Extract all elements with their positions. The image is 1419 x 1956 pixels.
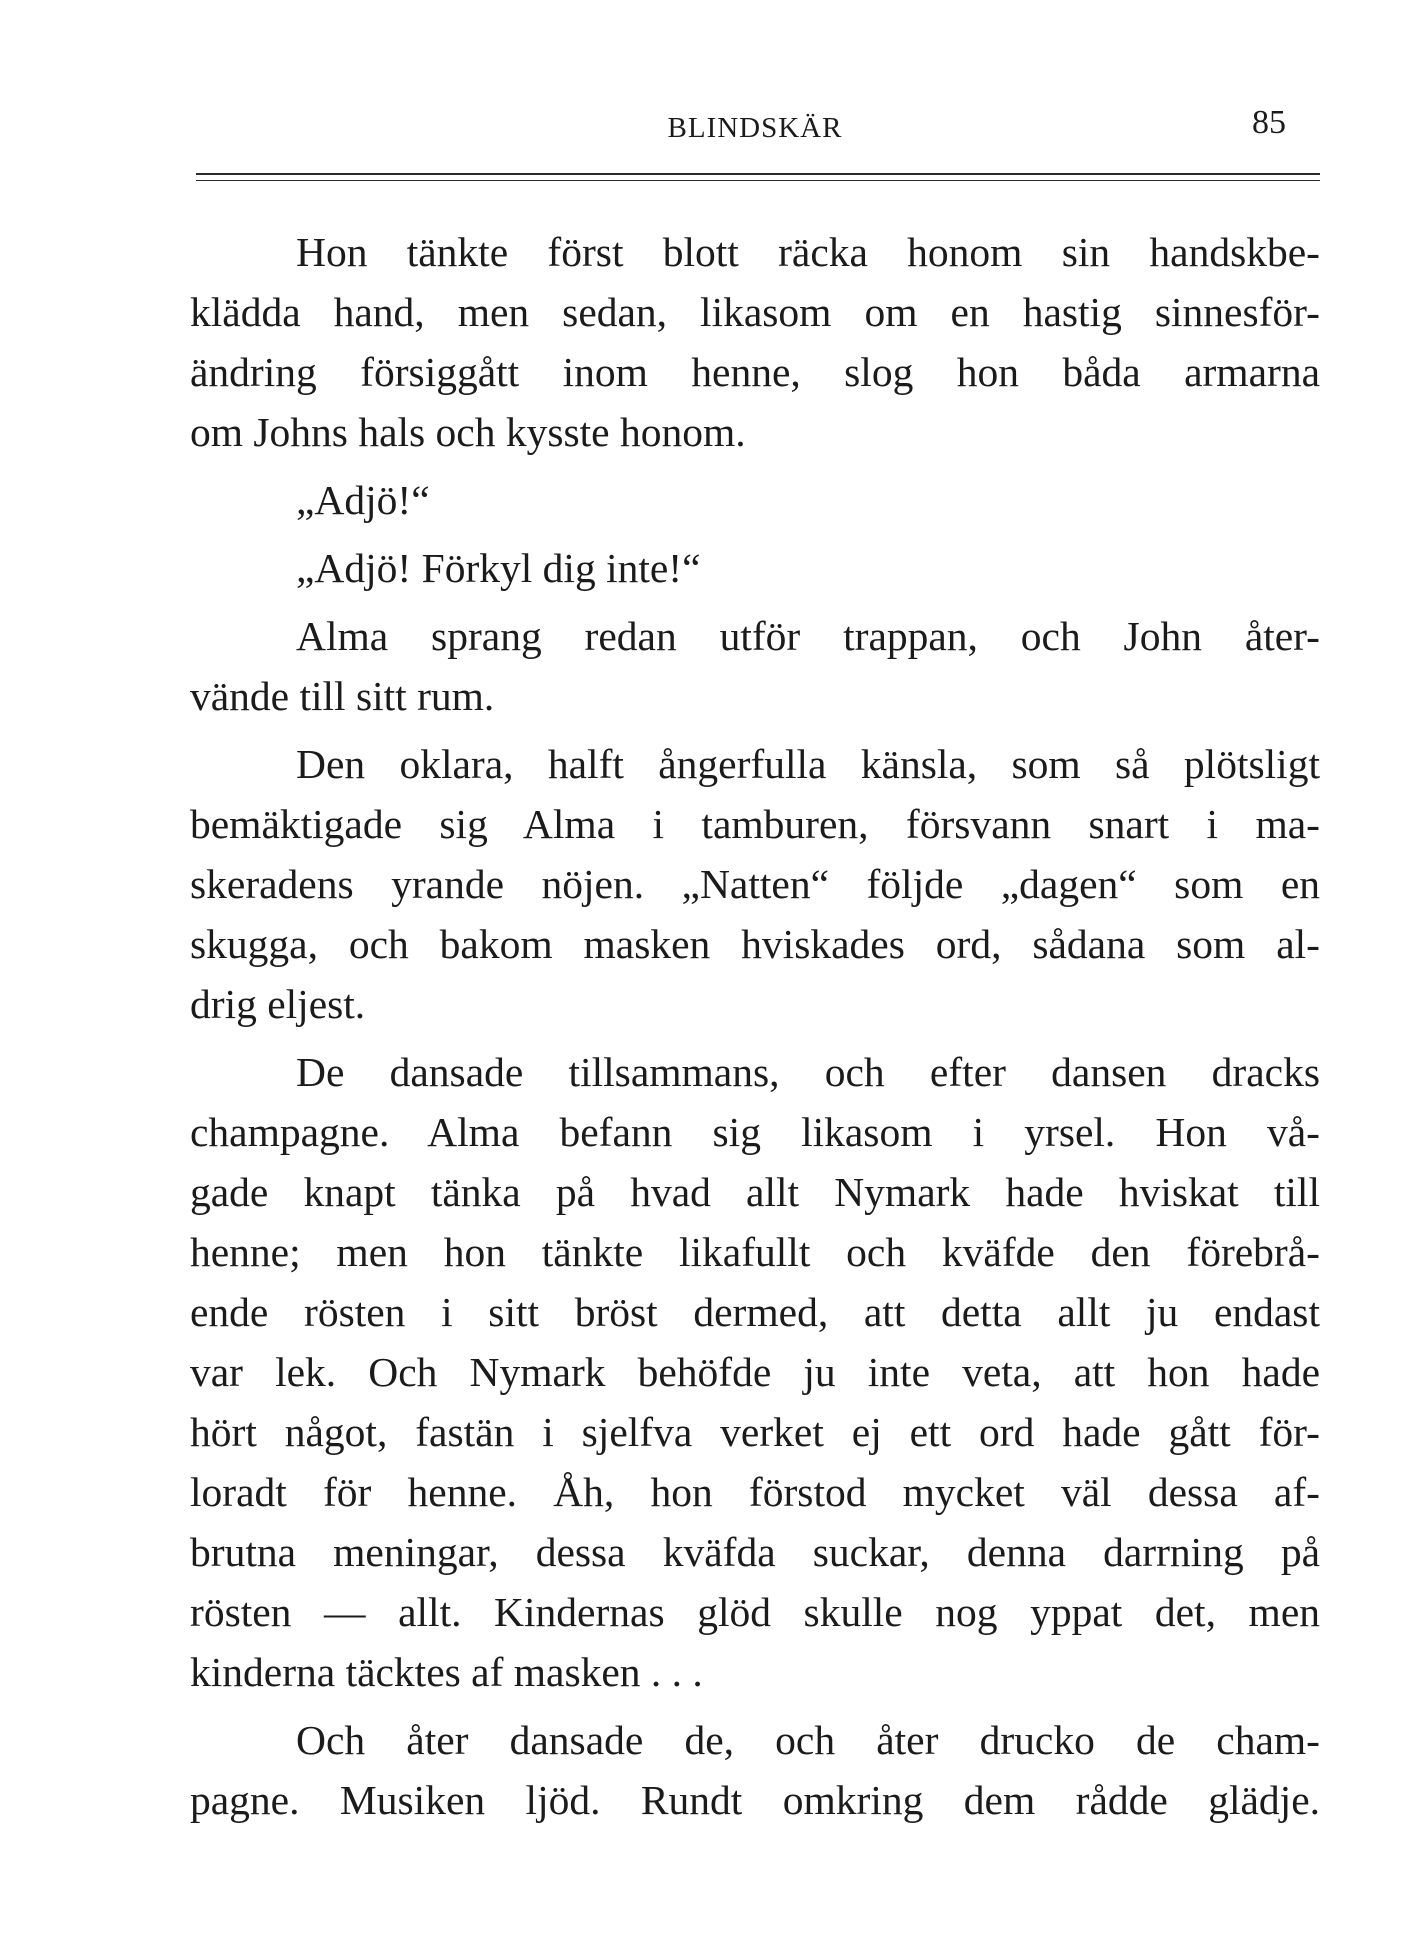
- text-line: ende rösten i sitt bröst dermed, att detta allt ju endast: [190, 1289, 1320, 1335]
- running-title: BLINDSKÄR: [667, 112, 843, 144]
- text-line: skugga, och bakom masken hviskades ord, sådana som al-: [190, 921, 1320, 967]
- text-line: „Adjö! Förkyl dig inte!“: [296, 545, 701, 591]
- paragraph-gap: [190, 462, 1320, 470]
- text-line: henne; men hon tänkte likafullt och kväfde den förebrå-: [190, 1229, 1320, 1275]
- text-line: brutna meningar, dessa kväfda suckar, denna darrning på: [190, 1529, 1320, 1575]
- text-line: Alma sprang redan utför trappan, och John åter-: [296, 613, 1320, 659]
- text-line: gade knapt tänka på hvad allt Nymark hade hviskat till: [190, 1169, 1320, 1215]
- header-rule-top: [196, 173, 1320, 175]
- text-line: vände till sitt rum.: [190, 673, 495, 719]
- text-line: ändring försiggått inom henne, slog hon båda armarna: [190, 349, 1320, 395]
- paragraph-gap: [190, 1034, 1320, 1042]
- text-line: kinderna täcktes af masken . . .: [190, 1649, 703, 1695]
- text-line: rösten — allt. Kindernas glöd skulle nog yppat det, men: [190, 1589, 1320, 1635]
- header-rule-bottom: [196, 180, 1320, 181]
- text-line: loradt för henne. Åh, hon förstod mycket väl dessa af-: [190, 1469, 1320, 1515]
- text-line: „Adjö!“: [296, 477, 430, 523]
- paragraph-gap: [190, 598, 1320, 606]
- text-line: var lek. Och Nymark behöfde ju inte veta, att hon hade: [190, 1349, 1320, 1395]
- page-header: [190, 104, 1320, 152]
- text-line: om Johns hals och kysste honom.: [190, 409, 746, 455]
- text-line: hört något, fastän i sjelfva verket ej ett ord hade gått för-: [190, 1409, 1320, 1455]
- text-line: skeradens yrande nöjen. „Natten“ följde „dagen“ som en: [190, 861, 1320, 907]
- text-line: De dansade tillsammans, och efter dansen dracks: [296, 1049, 1320, 1095]
- text-line: pagne. Musiken ljöd. Rundt omkring dem rådde glädje.: [190, 1777, 1320, 1823]
- page-number: 85: [1252, 104, 1286, 141]
- paragraph-gap: [190, 726, 1320, 734]
- paragraph-gap: [190, 530, 1320, 538]
- text-line: drig eljest.: [190, 981, 366, 1027]
- text-line: bemäktigade sig Alma i tamburen, försvann snart i ma-: [190, 801, 1320, 847]
- paragraph-gap: [190, 1702, 1320, 1710]
- text-line: klädda hand, men sedan, likasom om en hastig sinnesför-: [190, 289, 1320, 335]
- text-line: Den oklara, halft ångerfulla känsla, som så plötsligt: [296, 741, 1320, 787]
- body-text: [190, 222, 1320, 1830]
- text-line: Hon tänkte först blott räcka honom sin handskbe-: [296, 229, 1320, 275]
- text-line: Och åter dansade de, och åter drucko de cham-: [296, 1717, 1320, 1763]
- text-line: champagne. Alma befann sig likasom i yrsel. Hon vå-: [190, 1109, 1320, 1155]
